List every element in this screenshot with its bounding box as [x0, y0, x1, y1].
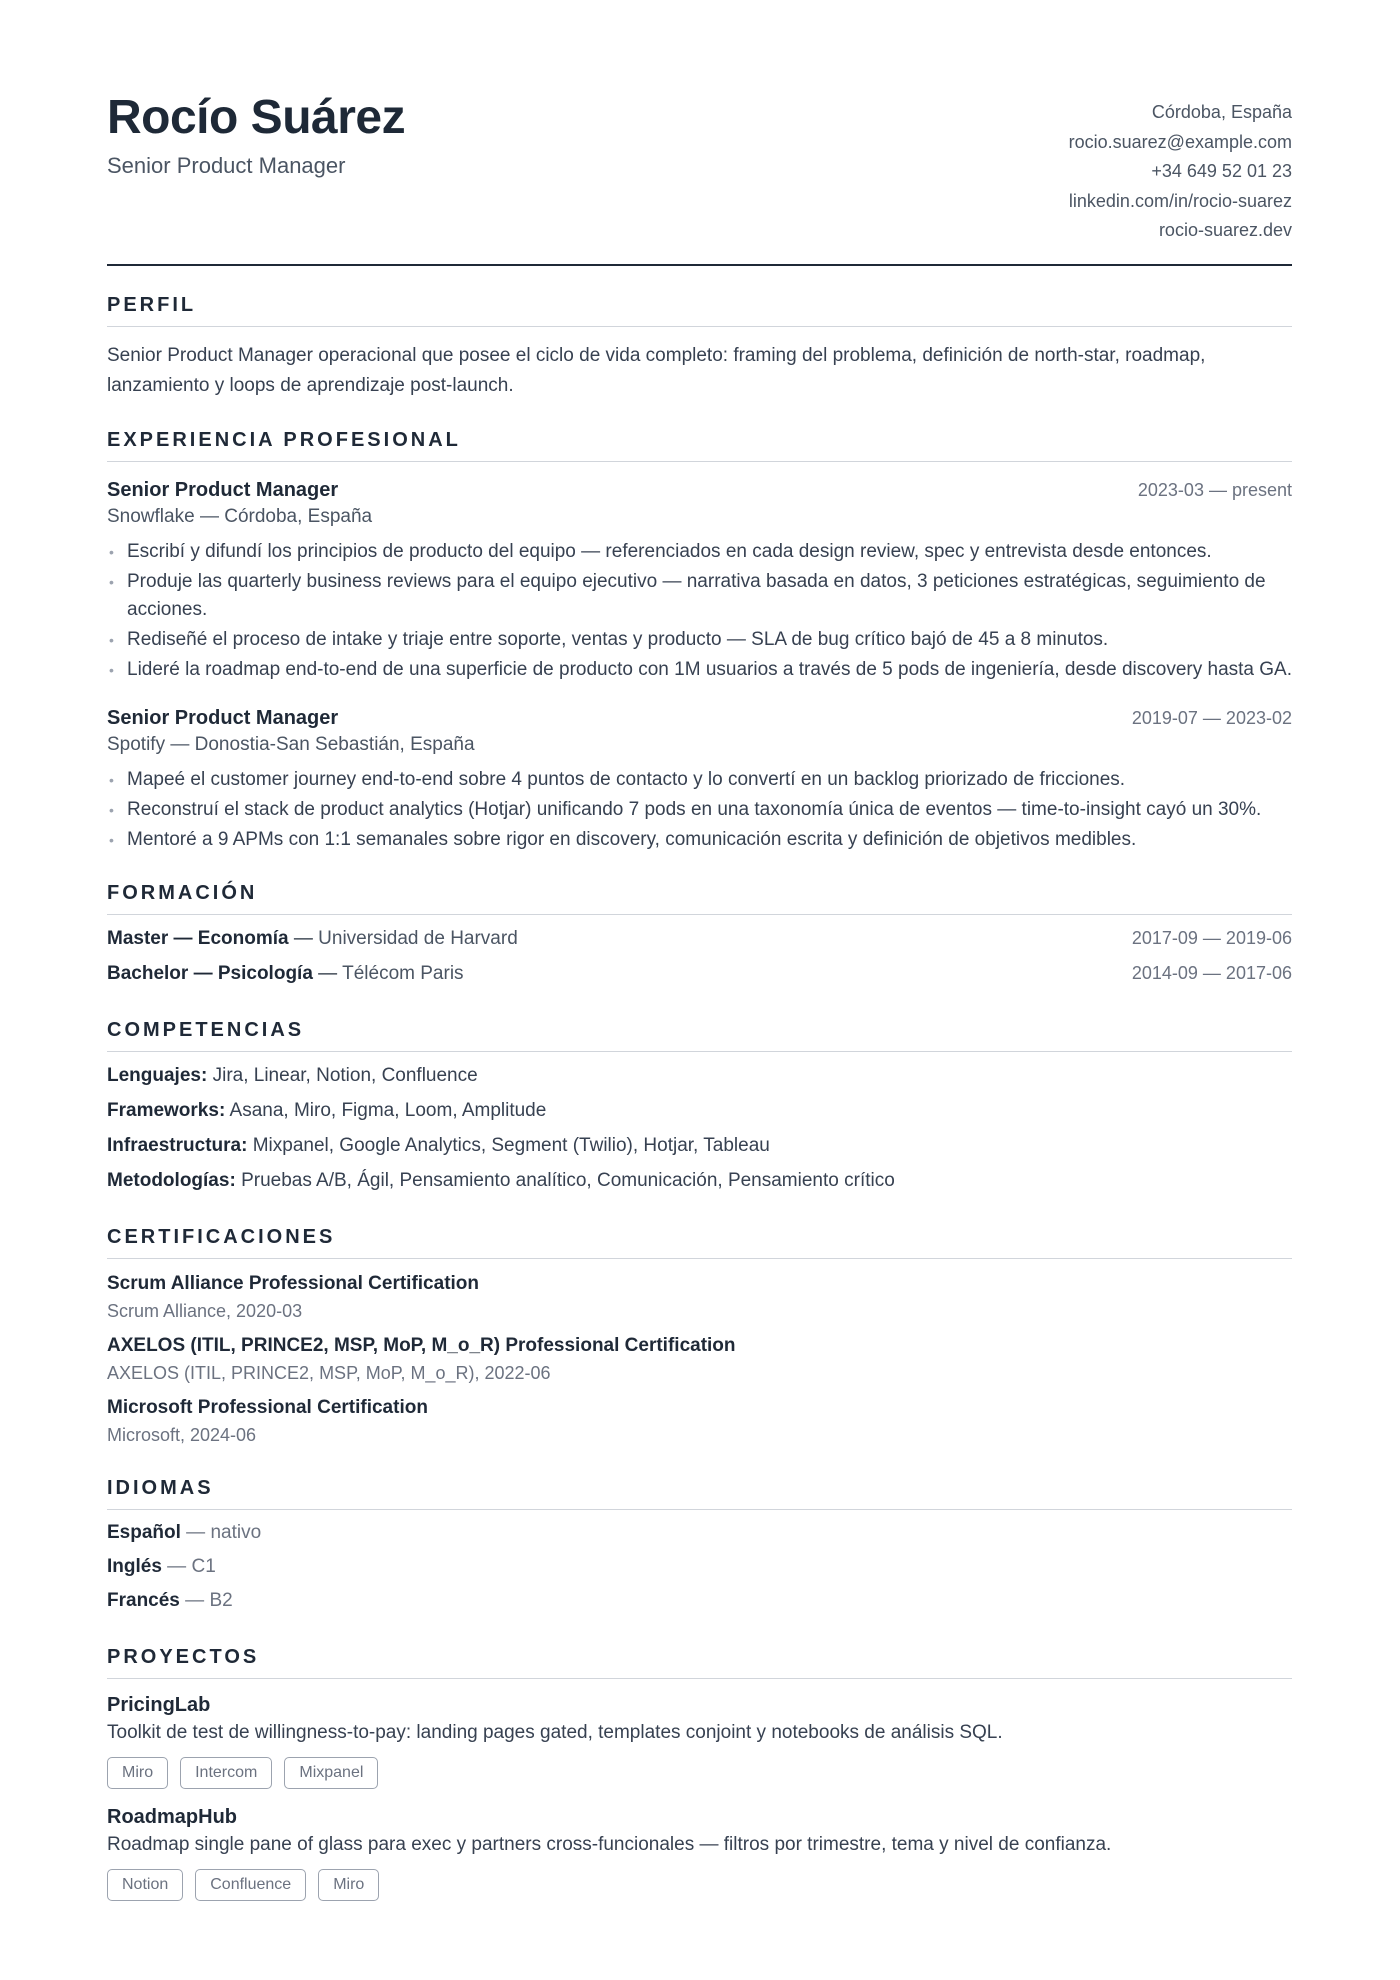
- job-dates: 2019-07 — 2023-02: [1131, 708, 1292, 728]
- language-entry: Español — nativo: [107, 1522, 262, 1543]
- contact-block: [1069, 98, 1292, 246]
- contact-phone: +34 649 52 01 23: [1151, 161, 1292, 181]
- section-title: PERFIL: [107, 294, 1292, 327]
- education-entry: Master — Economía — Universidad de Harvard 2017-09 — 2019-06: [107, 921, 1292, 956]
- job-bullet: • Mentoré a 9 APMs con 1:1 semanales sobre rigor en discovery, comunicación escrita y definición de objetivos medibles.: [109, 829, 1137, 850]
- language-entry: Francés — B2: [107, 1590, 233, 1611]
- candidate-role: Senior Product Manager: [107, 153, 346, 178]
- job-bullets: [107, 538, 1292, 684]
- tech-tag: Miro: [318, 1869, 379, 1901]
- project-entry: [107, 1803, 1292, 1901]
- tech-tag: Miro: [107, 1757, 168, 1789]
- skill-row: Infraestructura: Mixpanel, Google Analytics, Segment (Twilio), Hotjar, Tableau: [107, 1135, 770, 1156]
- tech-tag: Confluence: [195, 1869, 306, 1901]
- job-title: Senior Product Manager: [107, 479, 339, 501]
- certification-name: Scrum Alliance Professional Certification: [107, 1273, 480, 1294]
- job-bullet: • Rediseñé el proceso de intake y triaje entre soporte, ventas y producto — SLA de bug crítico bajó de 45 a 8 minutos.: [109, 629, 1109, 650]
- job-entry: [107, 704, 1292, 854]
- section-languages: [107, 1477, 1292, 1618]
- section-projects: [107, 1646, 1292, 1901]
- job-bullet: • Mapeé el customer journey end-to-end sobre 4 puntos de contacto y lo convertí en un backlog priorizado de fricciones.: [109, 769, 1126, 790]
- certification-meta: Microsoft, 2024-06: [107, 1425, 257, 1445]
- job-org: Spotify — Donostia-San Sebastián, España: [107, 734, 475, 755]
- project-description: Toolkit de test de willingness-to-pay: landing pages gated, templates conjoint y notebooks de análisis SQL.: [107, 1722, 1003, 1743]
- certification-entry: [107, 1393, 1292, 1449]
- tech-tag: Notion: [107, 1869, 183, 1901]
- project-tags: [107, 1869, 1292, 1901]
- education-dates: 2017-09 — 2019-06: [1131, 928, 1292, 948]
- job-dates: 2023-03 — present: [1137, 480, 1292, 500]
- skill-row: Metodologías: Pruebas A/B, Ágil, Pensamiento analítico, Comunicación, Pensamiento crítico: [107, 1170, 895, 1191]
- contact-website: rocio-suarez.dev: [1158, 220, 1292, 240]
- tech-tag: Mixpanel: [284, 1757, 378, 1789]
- contact-email: rocio.suarez@example.com: [1068, 131, 1292, 152]
- education-institution: Télécom Paris: [342, 963, 464, 984]
- section-profile: [107, 294, 1292, 401]
- section-title: PROYECTOS: [107, 1646, 1292, 1679]
- education-dates: 2014-09 — 2017-06: [1131, 963, 1292, 983]
- language-entry: Inglés — C1: [107, 1556, 216, 1577]
- section-certifications: [107, 1226, 1292, 1449]
- section-skills: [107, 1019, 1292, 1198]
- section-education: [107, 882, 1292, 991]
- job-bullet: • Escribí y difundí los principios de producto del equipo — referenciados en cada design review, spec y entrevista desde entonces.: [109, 541, 1212, 562]
- skill-row: Frameworks: Asana, Miro, Figma, Loom, Amplitude: [107, 1100, 547, 1121]
- contact-location: Córdoba, España: [1151, 102, 1292, 122]
- project-tags: [107, 1757, 1292, 1789]
- job-org: Snowflake — Córdoba, España: [107, 506, 373, 527]
- certification-name: Microsoft Professional Certification: [107, 1397, 428, 1418]
- job-bullets: [107, 766, 1292, 854]
- project-description: Roadmap single pane of glass para exec y partners cross-funcionales — filtros por trimestre, tema y nivel de confianza.: [107, 1834, 1112, 1855]
- contact-linkedin: linkedin.com/in/rocio-suarez: [1068, 190, 1292, 211]
- candidate-name: Rocío Suárez: [107, 91, 406, 144]
- job-bullet: • Lideré la roadmap end-to-end de una superficie de producto con 1M usuarios a través de 5 pods de ingeniería, desde discovery hasta GA.: [109, 659, 1292, 680]
- project-name: RoadmapHub: [107, 1806, 237, 1828]
- certification-name: AXELOS (ITIL, PRINCE2, MSP, MoP, M_o_R) Professional Certification: [107, 1335, 736, 1356]
- job-bullet: • Reconstruí el stack de product analytics (Hotjar) unificando 7 pods en una taxonomía única de eventos — time-to-insight cayó un 30%.: [109, 799, 1262, 820]
- job-title: Senior Product Manager: [107, 707, 339, 729]
- section-title: CERTIFICACIONES: [107, 1226, 1292, 1259]
- project-entry: [107, 1691, 1292, 1789]
- job-bullet: • Produje las quarterly business reviews para el equipo ejecutivo — narrativa basada en datos, 3 peticiones estratégicas, seguimiento de acciones.: [109, 571, 1266, 620]
- certification-meta: AXELOS (ITIL, PRINCE2, MSP, MoP, M_o_R), 2022-06: [107, 1363, 551, 1383]
- section-title: FORMACIÓN: [107, 882, 1292, 915]
- education-institution: Universidad de Harvard: [318, 928, 518, 949]
- education-degree: Bachelor — Psicología: [107, 963, 313, 984]
- skill-row: Lenguajes: Jira, Linear, Notion, Confluence: [107, 1065, 478, 1086]
- certification-meta: Scrum Alliance, 2020-03: [107, 1301, 303, 1321]
- section-title: IDIOMAS: [107, 1477, 1292, 1510]
- resume-header: [107, 88, 1292, 266]
- education-entry: Bachelor — Psicología — Télécom Paris 2014-09 — 2017-06: [107, 956, 1292, 991]
- section-experience: [107, 429, 1292, 854]
- tech-tag: Intercom: [180, 1757, 272, 1789]
- project-name: PricingLab: [107, 1694, 211, 1716]
- profile-text: Senior Product Manager operacional que posee el ciclo de vida completo: framing del problema, definición de north-star, roadmap, lanzamiento y loops de aprendizaje post-launch.: [107, 345, 1206, 396]
- section-title: COMPETENCIAS: [107, 1019, 1292, 1052]
- certification-entry: [107, 1331, 1292, 1387]
- education-degree: Master — Economía: [107, 928, 289, 949]
- job-entry: [107, 476, 1292, 684]
- section-title: EXPERIENCIA PROFESIONAL: [107, 429, 1292, 462]
- name-block: [107, 88, 405, 180]
- certification-entry: [107, 1269, 1292, 1325]
